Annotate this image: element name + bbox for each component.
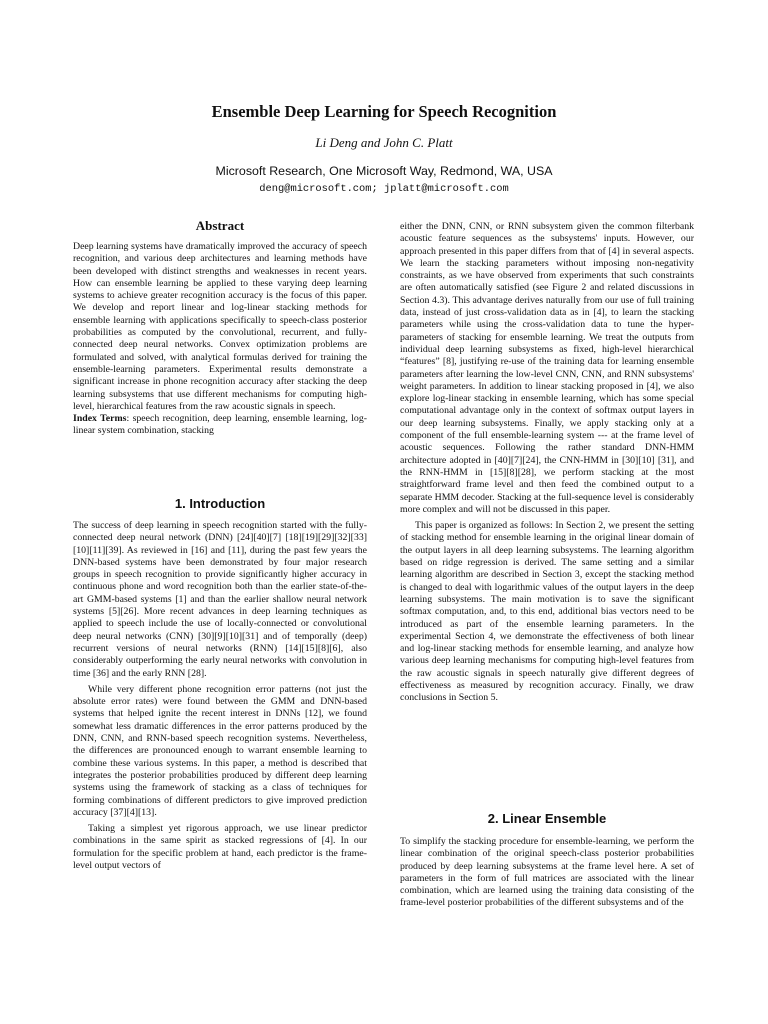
right-block-2 (400, 836, 694, 910)
intro-paragraph-2: While very different phone recognition error patterns (not just the absolute error rates) were found between the GMM and DNN-based systems that helped ignite the recent interest in DNNs [12], we found somewhat less dramatic differences in the error patterns produced by the DNN, CNN, and RNN-based speech recognition systems. Nevertheless, the differences are pronounced enough to warrant ensemble learning to combine these various systems. In this paper, a method is described that integrates the posterior probabilities produced by different deep learning systems using the framework of stacking as a class of techniques for forming combinations of different predictors to give improved prediction accuracy [37][4][13]. (73, 683, 367, 818)
index-terms (73, 413, 367, 438)
right-paragraph-2: This paper is organized as follows: In Section 2, we present the setting of stacking method for ensemble learning in the original linear domain of the output layers in all deep learning subsystems. The learning algorithm based on ridge regression is derived. The same setting and a similar learning algorithm are described in Section 3, except the stacking method is changed to deal with logarithmic values of the output layers in the deep learning subsystems. The main motivation is to save the significant softmax computation, and, to this end, additional bias vectors need to be introduced as part of the ensemble learning parameters. In the experimental Section 4, we demonstrate the effectiveness of both linear and log-linear stacking methods for ensemble learning, and analyze how various deep learning mechanisms for computing high-level features from the raw acoustic signals in speech naturally give different degrees of effectiveness as measured by recognition accuracy. Finally, we draw conclusions in Section 5. (400, 520, 694, 704)
index-terms-label: Index Terms (73, 413, 127, 425)
index-terms-text: : speech recognition, deep learning, ensemble learning, log-linear system combination, stacking (73, 413, 367, 437)
abstract-body: Deep learning systems have dramatically improved the accuracy of speech recognition, and various deep architectures and learning methods have been developed with distinct strengths and weaknesses in recent years. How can ensemble learning be applied to these varying deep learning systems to achieve greater recognition accuracy is the focus of this paper. We develop and report linear and log-linear stacking methods for ensemble learning with applications specifically to speech-class posterior probabilities as computed by the convolutional, recurrent, and fully-connected deep neural networks. Convex optimization problems are formulated and solved, with analytical formulas derived for training the ensemble-learning parameters. Experimental results demonstrate a significant increase in phone recognition accuracy after stacking the deep learning subsystems that use different mechanisms for computing high-level, hierarchical features from the raw acoustic signals in speech. (73, 241, 367, 412)
section2-paragraph-1: To simplify the stacking procedure for ensemble-learning, we perform the linear combination of the original speech-class posterior probabilities produced by deep learning subsystems at the frame level here. A set of parameters in the form of full matrices are associated with the linear combination, which are learned using the training data consisting of the frame-level posterior probabilities of the different subsystems and of the (400, 836, 694, 909)
intro-heading: 1. Introduction (174, 496, 266, 511)
section2-heading: 2. Linear Ensemble (487, 811, 607, 826)
abstract-heading: Abstract (195, 218, 245, 233)
intro-block (73, 520, 367, 872)
paper-affiliation: Microsoft Research, One Microsoft Way, Redmond, WA, USA (215, 164, 553, 178)
right-block-1 (400, 221, 694, 705)
paper-title: Ensemble Deep Learning for Speech Recognition (211, 102, 557, 121)
paper-authors: Li Deng and John C. Platt (315, 135, 453, 150)
intro-paragraph-1: The success of deep learning in speech recognition started with the fully-connected deep neural network (DNN) [24][40][7] [18][19][29][32][33][10][11][39]. As reviewed in [16] and [11], during the past few years the DNN-based systems have been demonstrated by four major research groups in speech recognition to provide significantly higher accuracy in continuous phone and word recognition both than the earlier state-of-the-art GMM-based systems [1] and than the earlier shallow neural network systems [5][26]. More recent advances in deep learning techniques as applied to speech include the use of locally-connected or convolutional deep neural networks (CNN) [30][9][10][31] and of temporally (deep) recurrent versions of neural networks (RNN) [14][15][8][6], also considerably outperforming the early neural networks with convolution in time [36] and the early RNN [28]. (73, 520, 367, 679)
right-paragraph-1: either the DNN, CNN, or RNN subsystem given the common filterbank acoustic feature sequences as the subsystems' inputs. However, our approach presented in this paper differs from that of [4] in several aspects. We learn the stacking parameters without imposing non-negativity constraints, as we have observed from experiments that such constraints are often automatically satisfied (see Figure 2 and related discussions in Section 4.3). This advantage derives naturally from our use of full training data, instead of just cross-validation data as in [4], to learn the stacking parameters while using the cross-validation data to tune the hyper-parameters of stacking for ensemble learning. We treat the outputs from individual deep learning subsystems as fixed, high-level hierarchical “features” [8], justifying re-use of the training data for learning ensemble parameters after learning the low-level CNN, CNN, and RNN subsystems' weight parameters. In addition to linear stacking proposed in [4], we also explore log-linear stacking in ensemble learning, which has some special computational advantage only in the context of softmax output layers in our deep learning subsystems. Finally, we apply stacking only at a component of the full ensemble-learning system --- at the frame level of acoustic sequences. Following the rather standard DNN-HMM architecture adopted in [40][7][24], the CNN-HMM in [30][10] [31], and the RNN-HMM in [15][8][28], we perform stacking at the most straightforward frame level and then feed the combined output to a separate HMM decoder. Stacking at the full-sequence level is considerably more complex and will not be discussed in this paper. (400, 221, 694, 515)
paper-emails: deng@microsoft.com; jplatt@microsoft.com (259, 183, 509, 195)
abstract-block (73, 241, 367, 438)
intro-paragraph-3: Taking a simplest yet rigorous approach, we use linear predictor combinations in the same spirit as stacked regressions of [4]. In our formulation for the specific problem at hand, each predictor is the frame-level output vectors of (73, 823, 367, 872)
